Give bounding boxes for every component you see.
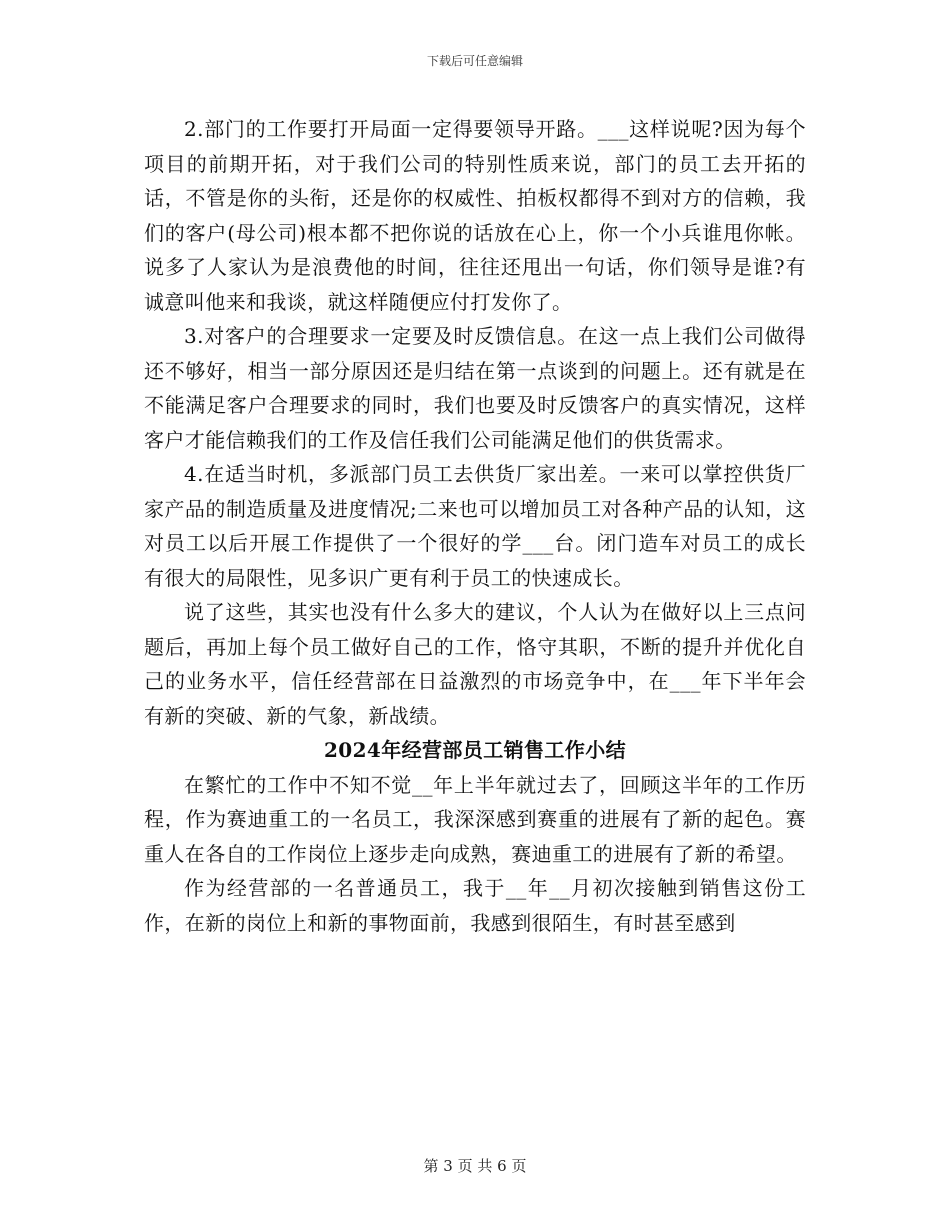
paragraph-item-4: 4.在适当时机，多派部门员工去供货厂家出差。一来可以掌控供货厂家产品的制造质量及进度情况;二来也可以增加员工对各种产品的认知，这对员工以后开展工作提供了一个很好的学___台。闭门造车对员工的成长有很大的局限性，见多识广更有利于员工的快速成长。 [144,462,806,590]
paragraph-item-3: 3.对客户的合理要求一定要及时反馈信息。在这一点上我们公司做得还不够好，相当一部分原因还是归结在第一点谈到的问题上。还有就是在不能满足客户合理要求的同时，我们也要及时反馈客户的真实情况，这样客户才能信赖我们的工作及信任我们公司能满足他们的供货需求。 [144,324,806,452]
page-footer: 第 3 页 共 6 页 [423,1157,527,1175]
paragraph-conclusion: 说了这些，其实也没有什么多大的建议，个人认为在做好以上三点问题后，再加上每个员工做好自己的工作，恪守其职，不断的提升并优化自己的业务水平，信任经营部在日益激烈的市场竞争中，在___年下半年会有新的突破、新的气象，新战绩。 [144,600,806,728]
section-paragraph-2: 作为经营部的一名普通员工，我于__年__月初次接触到销售这份工作，在新的岗位上和新的事物面前，我感到很陌生，有时甚至感到 [144,876,806,935]
document-body [144,112,806,940]
section-paragraph-1: 在繁忙的工作中不知不觉__年上半年就过去了，回顾这半年的工作历程，作为赛迪重工的一名员工，我深深感到赛重的进展有了新的起色。赛重人在各自的工作岗位上逐步走向成熟，赛迪重工的进展有了新的希望。 [144,772,806,866]
section-title: 2024年经营部员工销售工作小结 [323,738,627,762]
paragraph-item-2: 2.部门的工作要打开局面一定得要领导开路。___这样说呢?因为每个项目的前期开拓，对于我们公司的特别性质来说，部门的员工去开拓的话，不管是你的头衔，还是你的权威性、拍板权都得不到对方的信赖，我们的客户(母公司)根本都不把你说的话放在心上，你一个小兵谁甩你帐。说多了人家认为是浪费他的时间，往往还甩出一句话，你们领导是谁?有诚意叫他来和我谈，就这样随便应付打发你了。 [144,117,806,314]
page-header: 下载后可任意编辑 [426,54,523,68]
